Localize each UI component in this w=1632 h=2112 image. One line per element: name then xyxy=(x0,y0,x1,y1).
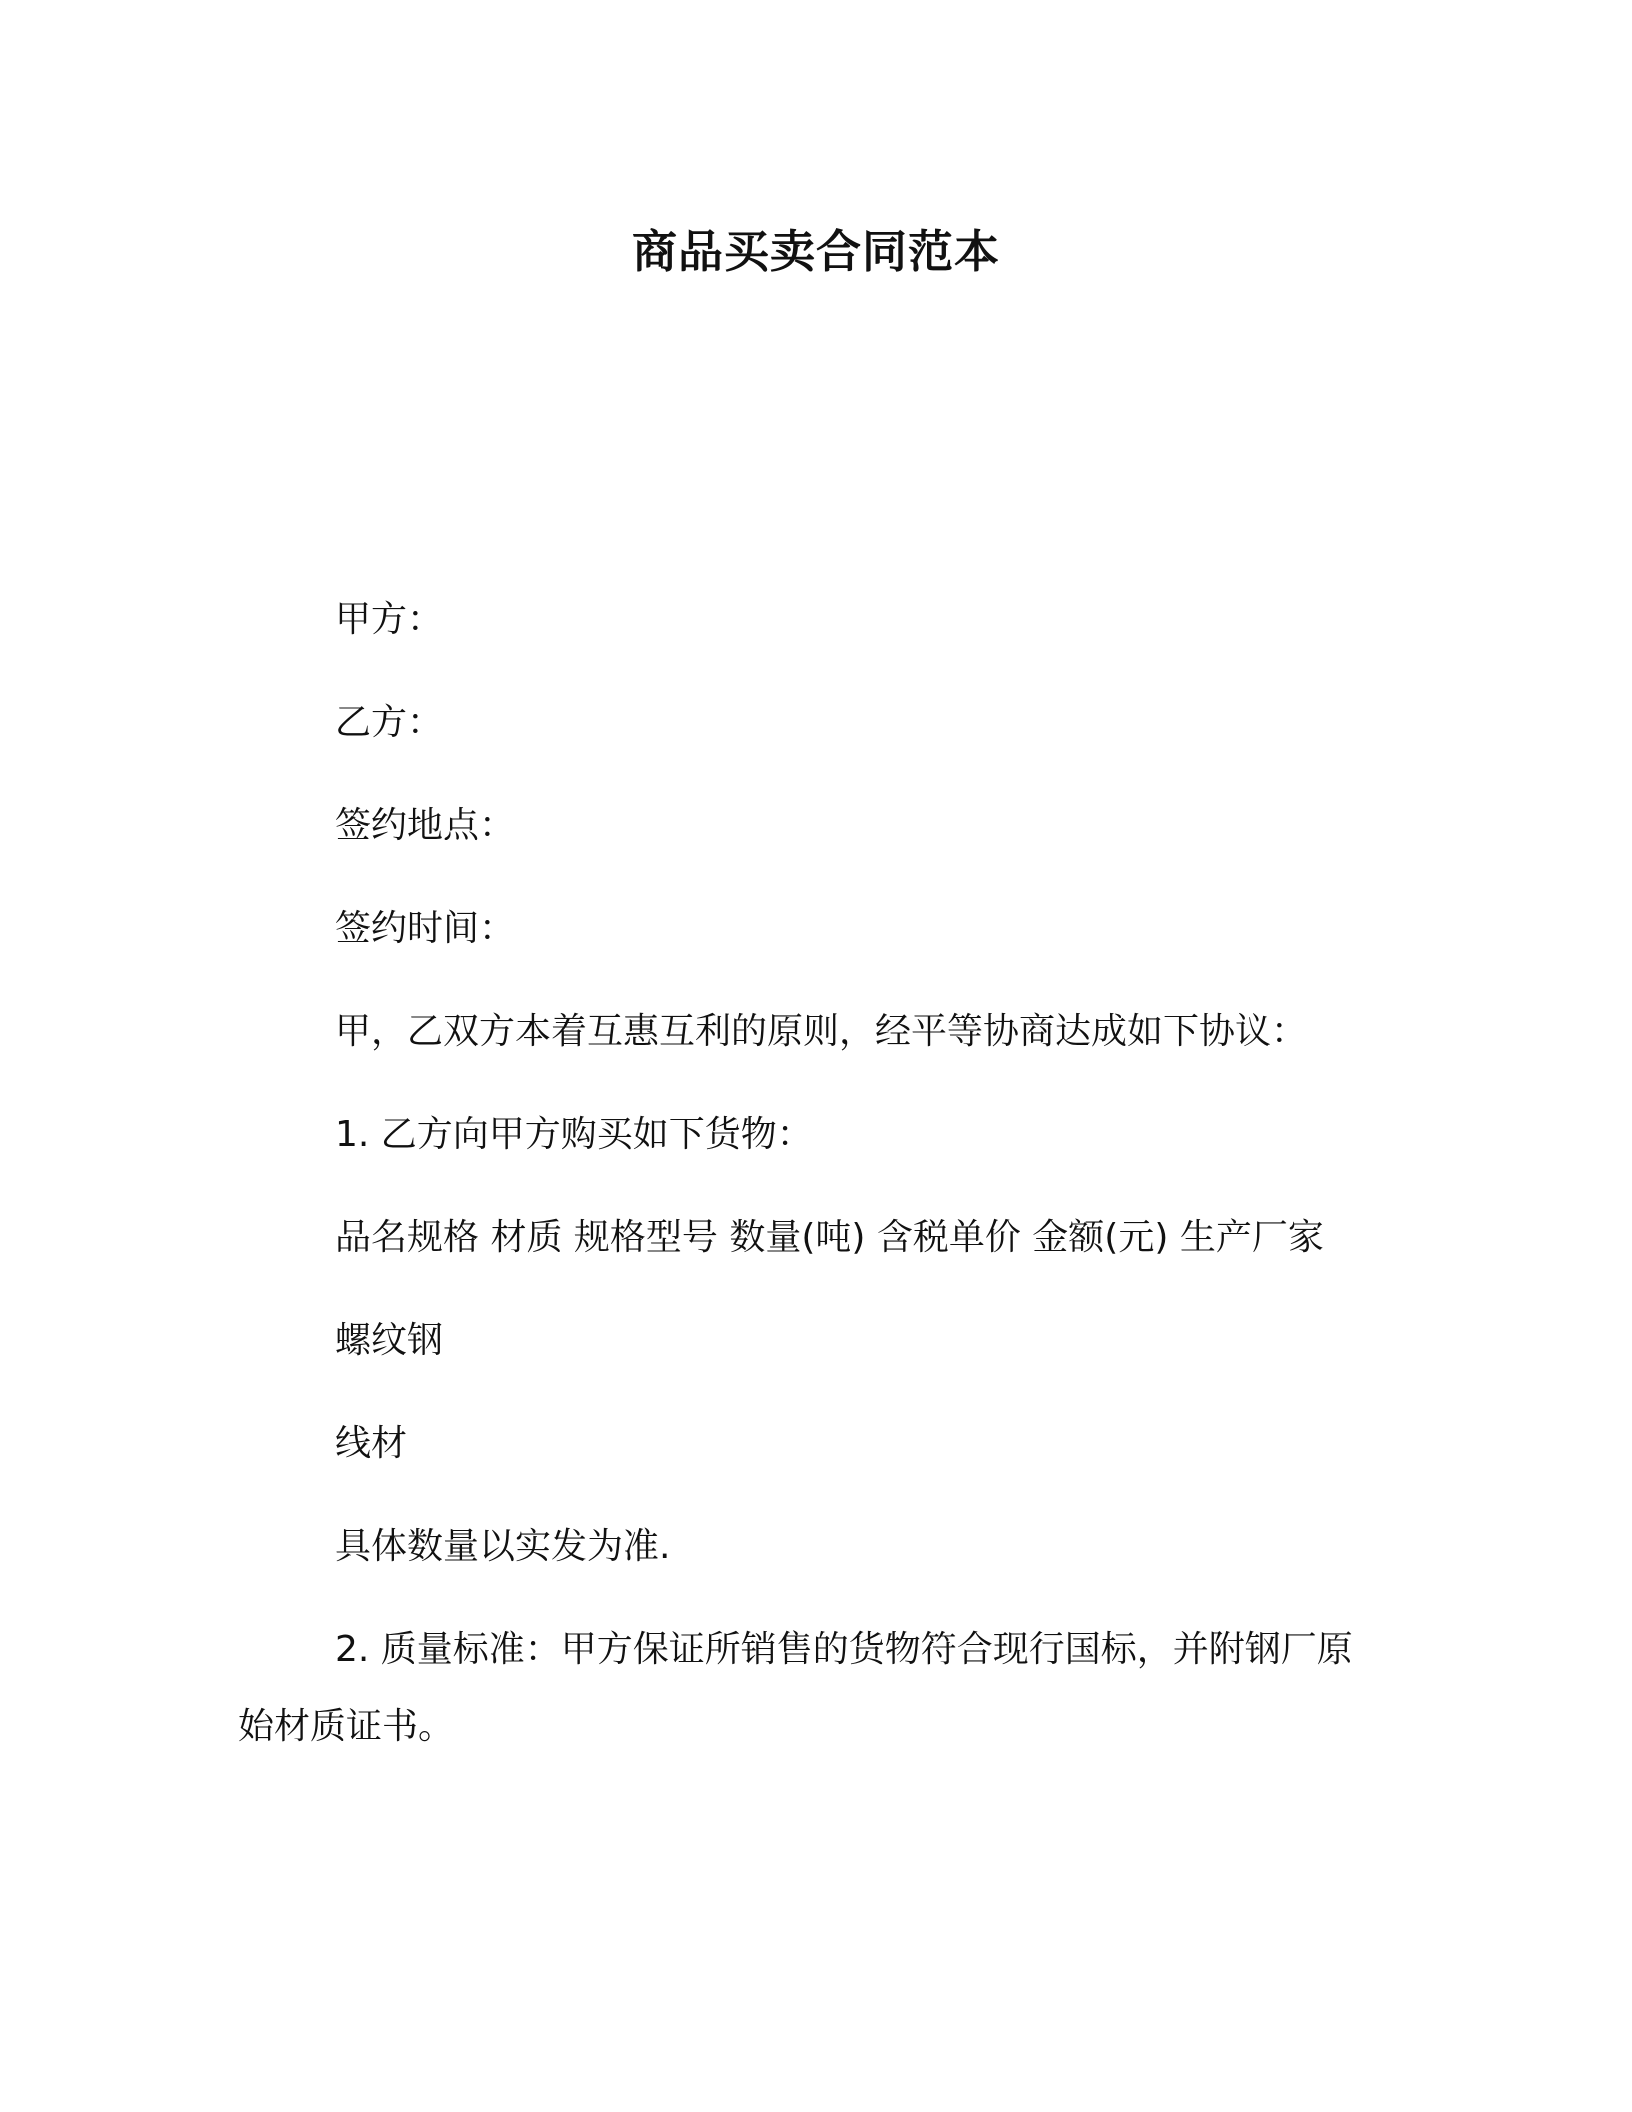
goods-item-wire-rod: 线材 xyxy=(335,1423,408,1464)
sign-time-field: 签约时间： xyxy=(335,908,516,949)
document-title: 商品买卖合同范本 xyxy=(631,225,1000,278)
clause-2-line-2: 始材质证书。 xyxy=(238,1706,455,1747)
quantity-note: 具体数量以实发为准. xyxy=(335,1526,671,1567)
goods-table-header: 品名规格 材质 规格型号 数量(吨) 含税单价 金额(元) 生产厂家 xyxy=(335,1217,1324,1258)
party-b-field: 乙方： xyxy=(335,702,444,743)
party-a-field: 甲方： xyxy=(335,599,444,640)
clause-1-heading: 1. 乙方向甲方购买如下货物： xyxy=(335,1114,813,1155)
sign-place-field: 签约地点： xyxy=(335,805,516,846)
clause-2-line-1: 2. 质量标准：甲方保证所销售的货物符合现行国标，并附钢厂原 xyxy=(335,1629,1353,1670)
preamble-paragraph: 甲，乙双方本着互惠互利的原则，经平等协商达成如下协议： xyxy=(335,1011,1308,1052)
goods-item-rebar: 螺纹钢 xyxy=(335,1320,444,1361)
